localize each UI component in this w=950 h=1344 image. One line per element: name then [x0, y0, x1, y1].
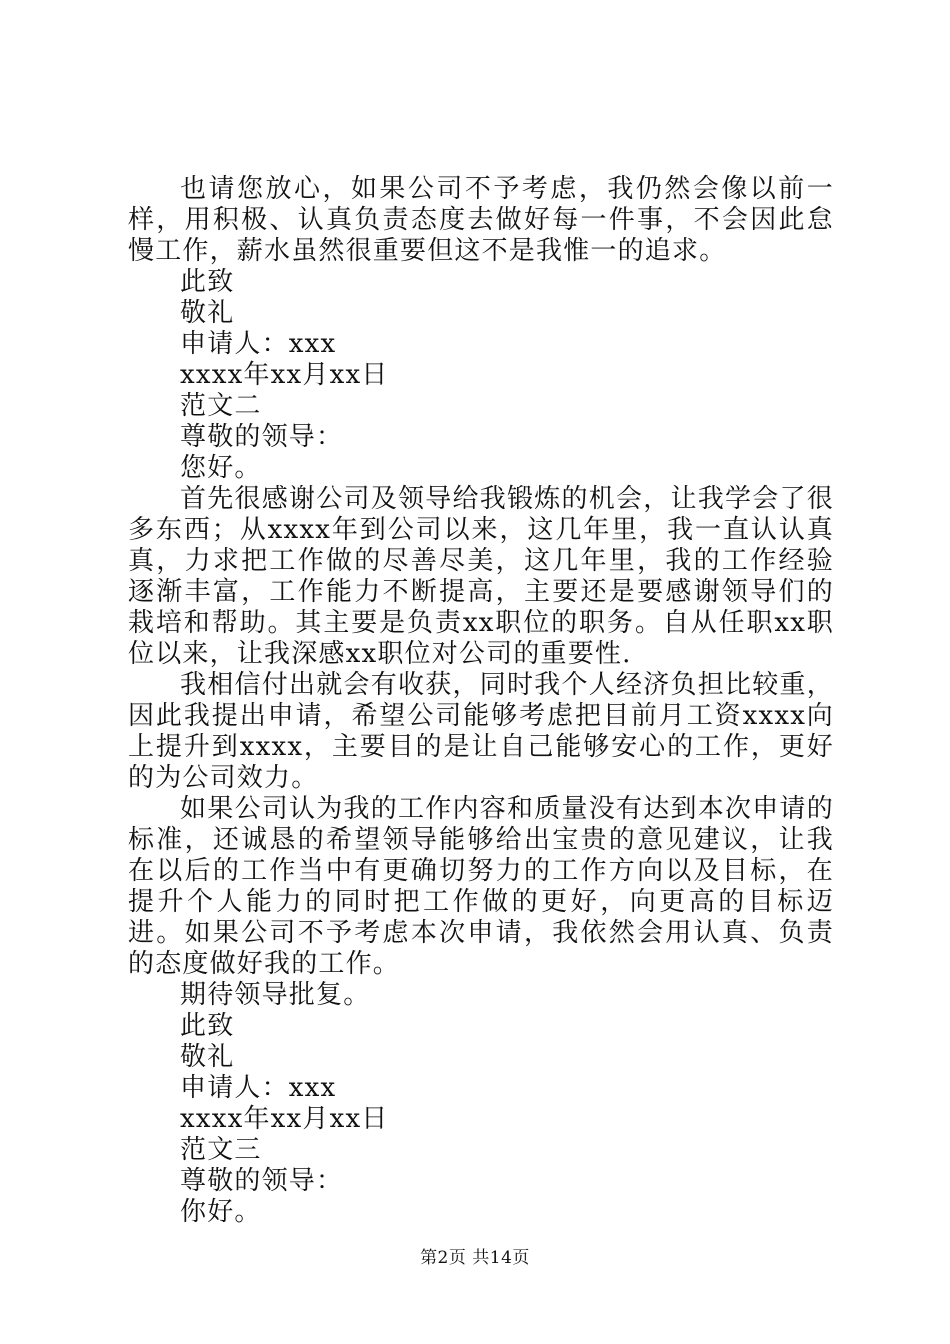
document-body [128, 174, 834, 1228]
section-heading-sample-two: 范文二 [180, 391, 262, 421]
salutation-2: 尊敬的领导： [180, 1166, 344, 1196]
closing-jingli-2: 敬礼 [180, 1042, 235, 1072]
applicant-line-2: 申请人：xxx [180, 1073, 337, 1103]
applicant-line: 申请人：xxx [180, 329, 337, 359]
paragraph-feedback: 如果公司认为我的工作内容和质量没有达到本次申请的标准，还诚恳的希望领导能够给出宝贵的意见建议，让我在以后的工作当中有更确切努力的工作方向以及目标，在提升个人能力的同时把工作做的更好，向更高的目标迈进。如果公司不予考虑本次申请，我依然会用认真、负责的态度做好我的工作。 [128, 794, 834, 979]
closing-cizhi: 此致 [180, 267, 235, 297]
greeting-2: 你好。 [180, 1197, 262, 1227]
awaiting-reply: 期待领导批复。 [180, 980, 371, 1010]
salutation: 尊敬的领导： [180, 422, 344, 452]
greeting: 您好。 [180, 453, 262, 483]
date-line-2: xxxx年xx月xx日 [180, 1104, 389, 1134]
page-number-footer: 第2页 共14页 [420, 1248, 530, 1268]
paragraph-request: 我相信付出就会有收获，同时我个人经济负担比较重，因此我提出申请，希望公司能够考虑把目前月工资xxxx向上提升到xxxx，主要目的是让自己能够安心的工作，更好的为公司效力。 [128, 670, 834, 793]
paragraph-gratitude: 首先很感谢公司及领导给我锻炼的机会，让我学会了很多东西；从xxxx年到公司以来，这几年里，我一直认认真真，力求把工作做的尽善尽美，这几年里，我的工作经验逐渐丰富，工作能力不断提高，主要还是要感谢领导们的栽培和帮助。其主要是负责xx职位的职务。自从任职xx职位以来，让我深感xx职位对公司的重要性. [128, 484, 834, 669]
closing-cizhi-2: 此致 [180, 1011, 235, 1041]
date-line: xxxx年xx月xx日 [180, 360, 389, 390]
section-heading-sample-three: 范文三 [180, 1135, 262, 1165]
closing-jingli: 敬礼 [180, 298, 235, 328]
paragraph-reassurance: 也请您放心，如果公司不予考虑，我仍然会像以前一样，用积极、认真负责态度去做好每一件事，不会因此怠慢工作，薪水虽然很重要但这不是我惟一的追求。 [128, 174, 834, 266]
